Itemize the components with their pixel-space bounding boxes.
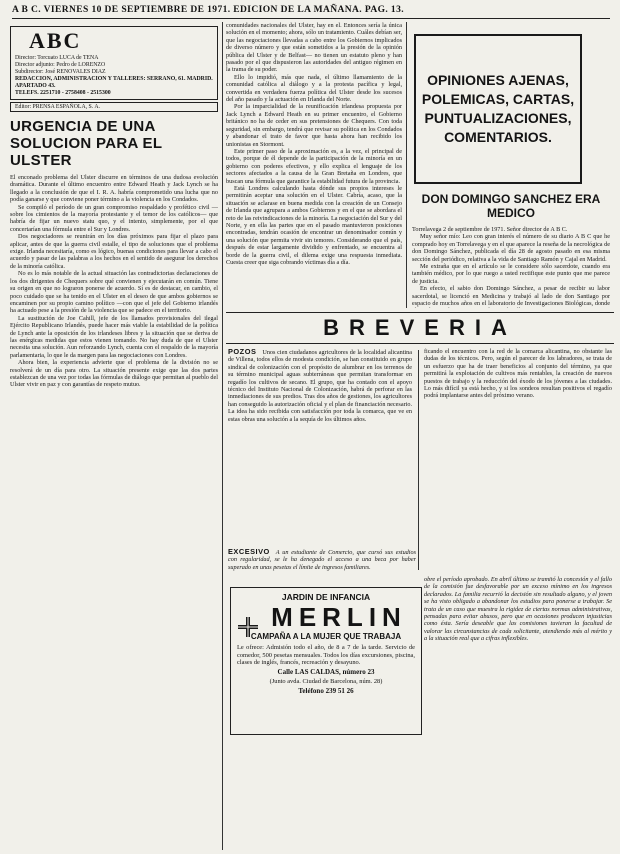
right-column — [412, 192, 610, 308]
breveria-title: BREVERIA — [226, 312, 614, 344]
opinion-box-line: COMENTARIOS. — [444, 129, 552, 145]
opinion-box — [414, 34, 582, 184]
masthead-deputy: Director adjunto: Pedro de LORENZO — [15, 62, 106, 68]
ad-details: Le ofrece: Admisión todo el año, de 8 a 7 de la tarde. Servicio de comedor, 500 pesetas mensuales. Todos los días excursiones, piscina, clases de inglés, francés, recreación y desayuno. — [237, 644, 415, 667]
article-paragraph: La sustitución de Joe Cahill, jefe de los llamados provisionales del ilegal Ejército Republicano Irlandés, puede hacer más viable la estabilidad de la política de Lynch ante la oposición de los irlandeses libres y la situación que se deriva de las enérgicas medidas que estos vienen tomando. No hay duda de que el Ulster necesita una solución. Aun reforzando Lynch, cuenta con el respaldo de la mayoría parlamentaria, lo que le da margen para las negociaciones con Londres. — [10, 314, 218, 359]
pozos-continued — [424, 348, 612, 568]
article-paragraph: Este primer paso de la aproximación es, a la vez, el principal de todos, porque de él depende de la participación de la minoría en un gobierno con poderes efectivos, y ello explica el lenguaje de los sectores afectados a la causa de la Gran Bretaña en Londres, que buscan una fórmula que garantice la estabilidad futura de la provincia. — [226, 147, 402, 185]
letter-paragraph: Me extraña que en el artículo se le considere sólo sacerdote, cuando era también médico, por lo que ruego a usted rectifique este punto que me parece de justicia. — [412, 263, 610, 285]
masthead-director: Director: Torcuato LUCA de TENA — [15, 55, 99, 61]
left-headline: URGENCIA DE UNA SOLUCION PARA EL ULSTER — [10, 118, 163, 169]
pozos-text: Unos cien ciudadanos agricultores de la localidad alicantina de Villena, todos ellos de modesta condición, se han constituido en grupo sindical de colonización con el propósito de alumbrar en los terrenos de su término municipal aguas subterráneas que permitan transformar en regadío los cultivos de secano. El grupo, que ha contado con el apoyo técnico del Instituto Nacional de Colonización, habrá de perforar en las inmediaciones de sus predios. Tras dos años de gestiones, los agricultores han conseguido la autorización oficial y el plan de financiación necesario. La idea ha sido recibida con satisfacción por toda la comarca, que ve en estas obras una solución a la sequía de los últimos años. — [228, 349, 412, 423]
article-paragraph: comunidades nacionales del Ulster, hay en el. Entonces sería la única solución en el momento; ahora, sólo un tratamiento. Cuáles debían ser, que las negociaciones llevadas a cabo entre los Gobiernos implicados de diverso número y que están sometidos a la presión de la opinión pública del Ulster y de Belfast— no tienen un estatuto pleno y han pasado por el que dispusieron las autoridades del antiguo régimen en la trama de su poder. — [226, 22, 402, 74]
ad-phone: Teléfono 239 51 26 — [298, 686, 354, 695]
article-paragraph: Dos negociadores se reunirán en los días próximos para fijar el plazo para aplicar, antes de que la guerra civil estalle, el tipo de soluciones que el problema exige. Irlanda necesitaría, como es lógico, buenas condiciones para llevar a cabo el acuerdo y pasar de las palabras a los hechos en el sentido de asegurar los derechos de la minoría católica. — [10, 233, 218, 270]
middle-column — [226, 22, 402, 308]
column-rule — [222, 22, 223, 850]
opinion-box-line: POLEMICAS, CARTAS, — [421, 91, 575, 107]
article-paragraph: Se compiló el período de un gran compromiso respaldado y profético civil —sobre los cimientos de la mayoría protestante y el temor de los católicos— que habría de fijar un nuevo statu quo, y el intento, simplemente, por el que concertarían una fórmula entre el Sur y Londres. — [10, 203, 218, 233]
letter-paragraph: En efecto, el sabio don Domingo Sánchez, a pesar de recibir su labor sacerdotal, se licenció en Medicina y trabajó al lado de don Santiago por espacio de muchos años en el laboratorio de Investigaciones Biológicas, donde — [412, 285, 610, 308]
left-article-body — [10, 174, 218, 389]
excesivo-continued — [424, 576, 612, 852]
ad-slogan: CAMPAÑA A LA MUJER QUE TRABAJA — [250, 632, 402, 641]
masthead-logo: ABC — [29, 28, 82, 53]
letter-paragraph: Muy señor mío: Leo con gran interés el número de su diario A B C que he comprado hoy en Torrelavega y en el que aparece la reseña de la necrológica de don Domingo Sánchez, publicada el día 28 de agosto pasado en esa misma sección del periódico, relativa a la vida de Santiago Ramón y Cajal en Madrid. — [412, 233, 610, 263]
masthead-editor: Editor: PRENSA ESPAÑOLA, S. A. — [10, 102, 218, 112]
ad-street: Calle LAS CALDAS, número 23 — [277, 667, 375, 676]
ad-name: MERLIN — [271, 602, 407, 632]
column-rule — [406, 22, 407, 308]
masthead-address: REDACCION, ADMINISTRACION Y TALLERES: SERRANO, 61. MADRID. — [15, 76, 213, 82]
article-paragraph: Por la imparcialidad de la reunificación irlandesa propuesta por Jack Lynch a Edward Heath en su primer encuentro, el Gobierno británico no ha de ceder en sus pretensiones de Chequers. Con toda seguridad, sin embargo, tendrá que revisar su política en los Condados y abandonar el trato de favor que hasta ahora han recibido los unionistas en Stormont. — [226, 103, 402, 148]
letter-paragraph: Torrelavega 2 de septiembre de 1971. Señor director de A B C. — [412, 226, 568, 233]
masthead-phones: TELEFS. 2251710 - 2758408 - 2515300 — [15, 90, 111, 96]
article-paragraph: Está Londres calculando hasta dónde sus propios intereses le permitirán aceptar una solución en el Ulster. Cabría, acaso, que la situación se aclarase en buena medida con la creación de un Consejo de Irlanda que agrupara a ambos Gobiernos y en el que se abordara el reto de las reivindicaciones de la minoría. La negociación del Sur y del Norte, y en ella las partes que en el pasado mantuvieron posiciones encontradas, tendrán ocasión de encontrar un denominador común y una solución que permita vivir sin temores. Considerando que el país, después de estar largamente dividido y enfrentado, se encuentra al borde de la guerra civil, el dilema exige una respuesta inmediata. Cuesta creer que siga cobrando víctimas día a día. — [226, 184, 402, 266]
page-header — [12, 2, 610, 19]
pozos-tag: POZOS — [228, 348, 257, 356]
excesivo-item — [228, 548, 416, 584]
opinion-box-line: OPINIONES AJENAS, — [427, 72, 569, 88]
article-paragraph: Ello lo impidió, más que nada, el último llamamiento de la comunidad católica al diálogo y a la protesta pacífica y legal, convertida en verdadera fuerza política del Ulster desde los sucesos del año pasado y la actuación en Irlanda del Norte. — [226, 73, 402, 104]
article-paragraph: Ahora bien, la experiencia advierte que el problema de la división no se resolverá de un día para otro. La situación presente exige que las dos partes establezcan de una vez por todas las fórmulas de diálogo que permitan al pueblo del Ulster vivir en paz y con garantías de respeto mutuo. — [10, 359, 218, 389]
merlin-ad — [230, 587, 422, 735]
opinion-box-line: PUNTUALIZACIONES, — [424, 110, 572, 126]
masthead — [10, 26, 218, 100]
pozos-item — [228, 348, 412, 568]
cross-icon — [237, 616, 259, 638]
ad-near: (Junto avda. Ciudad de Barcelona, núm. 28) — [269, 678, 383, 686]
column-rule — [418, 350, 419, 570]
pozos-right-text: ficando el encuentro con la red de la comarca alicantina, no obstante las dudas de los técnicos. Pero, según el parecer de los labradores, se trata de un esfuerzo que ha de traer beneficios al conjunto del término, ya que permitirá la explotación de cultivos más rentables, la creación de nuevos puestos de trabajo y la reducción del éxodo de los jóvenes a las ciudades. Lo más difícil ya está hecho, y si los sondeos resultan positivos el regadío podrá implantarse antes del próximo verano. — [424, 348, 612, 400]
excesivo-text: A un estudiante de Comercio, que cursó sus estudios con regularidad, se le ha denegado el acceso a una beca por haber superado en unas pesetas el límite de ingresos familiares. — [228, 549, 416, 571]
masthead-po-box: APARTADO 43. — [15, 83, 56, 89]
left-column — [10, 22, 218, 850]
masthead-subdirector: Subdirector: José RENOVALES DIAZ — [15, 69, 106, 75]
excesivo-right-text: obre el período aprobado. En abril último se tramitó la concesión y el fallo de la comisión fue desfavorable por un exceso mínimo en los ingresos declarados. La familia recurrió la decisión sin resultado alguno, y el joven se ha visto obligado a abandonar los estudios para ponerse a trabajar. Se trata de un caso que muestra la rigidez de ciertas normas administrativas, pensadas para evitar abusos, pero que en ocasiones producen injusticias como ésta. Sería deseable que las comisiones tuvieran la facultad de valorar las circunstancias de cada solicitante, atendiendo más al mérito y a la situación real que a cifras inflexibles. — [424, 576, 612, 643]
right-headline: DON DOMINGO SANCHEZ ERA MEDICO — [421, 192, 601, 220]
ad-title: JARDIN DE INFANCIA — [281, 592, 371, 602]
article-paragraph: El enconado problema del Ulster discurre en términos de una dudosa evolución dramática. Durante el último encuentro entre Edward Heath y Jack Lynch se ha llegado a la conclusión de que el I. R. A. habría comprometido una lucha que no podía ganarse y que conviene poner término a la violencia en los Condados. — [10, 174, 218, 204]
page-header-text: A B C. VIERNES 10 DE SEPTIEMBRE DE 1971. EDICION DE LA MAÑANA. PAG. 13. — [12, 5, 404, 15]
excesivo-tag: EXCESIVO — [228, 548, 270, 556]
article-paragraph: No es lo más notable de la actual situación las contradictorias declaraciones de los dos dirigentes de Chequers sobre qué convienen y ejecutarán en común. Tiene su origen en que no lograron ponerse de acuerdo. Sí es de destacar, en cambio, el poco cuidado que se ha tenido en el Ulster en el deseo de que ambos gobiernos se encaminen por su propio camino político —con que el jefe del Gobierno irlandés ha actuado pese a la presión de la violencia que se padece en el territorio. — [10, 270, 218, 315]
